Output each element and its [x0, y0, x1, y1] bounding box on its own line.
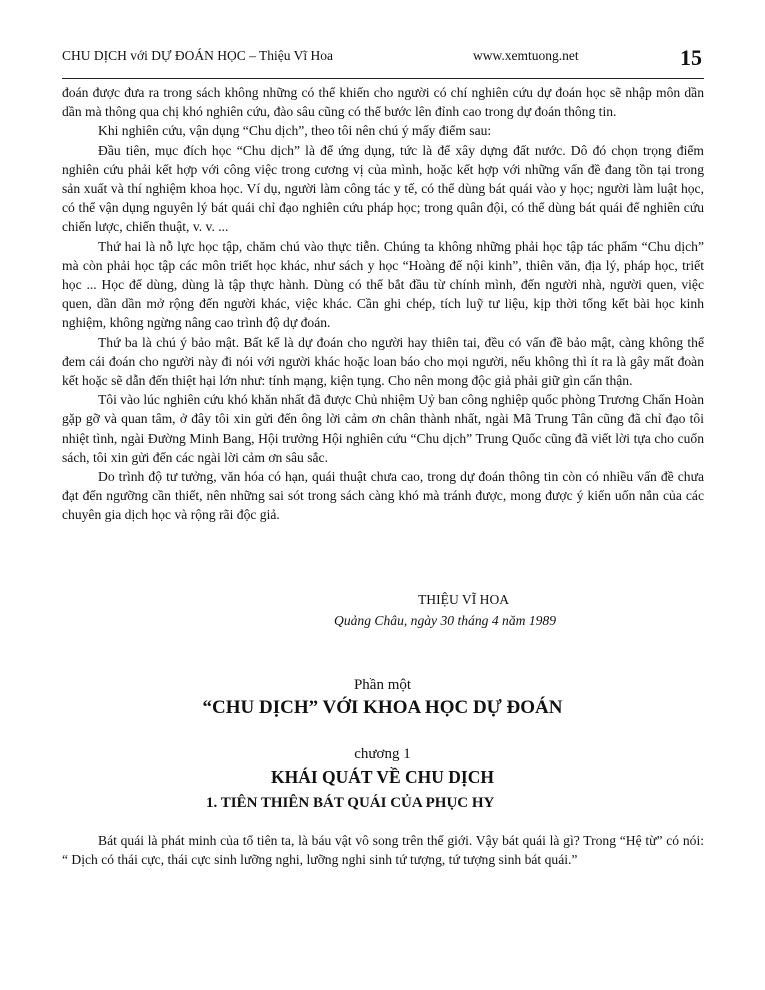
website-url[interactable]: www.xemtuong.net — [473, 48, 579, 63]
page-header — [62, 45, 704, 79]
paragraph: Tôi vào lúc nghiên cứu khó khăn nhất đã được Chủ nhiệm Uỷ ban công nghiệp quốc phòng Trương Chấn Hoàn gặp gỡ và quan tâm, ở đây tôi xin gửi đến ông lời cảm ơn chân thành nhất, ngài Mã Trung Tân cũng đã chỉ đạo tôi nhiệt tình, ngài Đường Minh Bang, Hội trưởng Hội nghiên cứu “Chu dịch” Trung Quốc cũng đã viết lời tựa cho cuốn sách, tôi xin gửi đến các ngài lời cảm ơn sâu sắc. — [62, 392, 704, 465]
paragraph: Khi nghiên cứu, vận dụng “Chu dịch”, theo tôi nên chú ý mấy điểm sau: — [98, 123, 492, 139]
paragraph: Do trình độ tư tưởng, văn hóa có hạn, quái thuật chưa cao, trong dự đoán thông tin còn có nhiều vấn đề chưa đạt đến ngưỡng cần thiết, nên những sai sót trong sách càng khó mà tránh được, mong được ý kiến uốn nắn của các chuyên gia dịch học và rộng rãi độc giả. — [62, 469, 704, 523]
section-title: 1. TIÊN THIÊN BÁT QUÁI CỦA PHỤC HY — [206, 795, 495, 811]
paragraph: Thứ ba là chú ý bảo mật. Bất kể là dự đoán cho người hay thiên tai, đều có vấn đề bảo mật, càng không thể đem cái đoán cho người này đi nói với người khác hoặc loan báo cho mọi người, nếu không thì ít ra là gây mất đoàn kết hoặc sẽ dẫn đến thiệt hại lớn như: tính mạng, kiện tụng. Cho nên mong độc giả phải giữ gìn cẩn thận. — [62, 334, 704, 389]
chapter-title: KHÁI QUÁT VỀ CHU DỊCH — [271, 767, 494, 787]
paragraph: Đầu tiên, mục đích học “Chu dịch” là để ứng dụng, tức là để xây dựng đất nước. Dô đó chọn trọng điểm nghiên cứu phải kết hợp với công việc trong cương vị của mình, hoặc kết hợp với những vấn đề đang tồn tại trong sản xuất và thí nghiệm khoa học. Ví dụ, người làm công tác y tế, có thể dùng bát quái vào y học; người làm luật học, có thể vận dụng nguyên lý bát quái chỉ đạo nghiên cứu pháp học; trong quân đội, có thể dùng bát quái để nghiên cứu chiến lược, chiến thuật, v. v. ... — [62, 142, 704, 235]
chapter-label: chương 1 — [354, 746, 411, 762]
part-title: “CHU DỊCH” VỚI KHOA HỌC DỰ ĐOÁN — [202, 697, 563, 718]
author-signature: THIỆU VĨ HOA — [418, 592, 510, 607]
page-number: 15 — [680, 45, 702, 70]
preface-body — [62, 83, 704, 525]
book-title: CHU DỊCH với DỰ ĐOÁN HỌC – Thiệu Vĩ Hoa — [62, 48, 333, 63]
part-label: Phần một — [353, 677, 412, 693]
paragraph: Bát quái là phát minh của tổ tiên ta, là báu vật vô song trên thế giới. Vậy bát quái là gì? Trong “Hệ từ” có nói: “ Dịch có thái cực, thái cực sinh lưỡng nghi, lưỡng nghi sinh tứ tượng, tứ tượng sinh bát quái.” — [62, 833, 704, 868]
section-body — [62, 831, 704, 869]
paragraph: Thứ hai là nỗ lực học tập, chăm chú vào thực tiễn. Chúng ta không những phải học tập tác phẩm “Chu dịch” mà còn phải học tập các môn triết học khác, như sách y học “Hoàng đế nội kinh”, thiên văn, địa lý, pháp học, triết học ... Học để dùng, dùng là tập thực hành. Dùng có thể bắt đầu từ chính mình, đến người nhà, người quen, việc quen, dần dần mở rộng đến người khác, việc khác. Cần ghi chép, tích luỹ tư liệu, kịp thời tổng kết bài học kinh nghiệm, không ngừng nâng cao trình độ dự đoán. — [62, 238, 704, 331]
date-line: Quảng Châu, ngày 30 tháng 4 năm 1989 — [334, 613, 557, 628]
paragraph: đoán được đưa ra trong sách không những có thể khiến cho người có chí nghiên cứu dự đoán học sẽ nhập môn dần dần mà thông qua chị khó nghiên cứu, đào sâu cũng có thể bước lên đỉnh cao trong dự đoán thông tin. — [62, 85, 704, 120]
